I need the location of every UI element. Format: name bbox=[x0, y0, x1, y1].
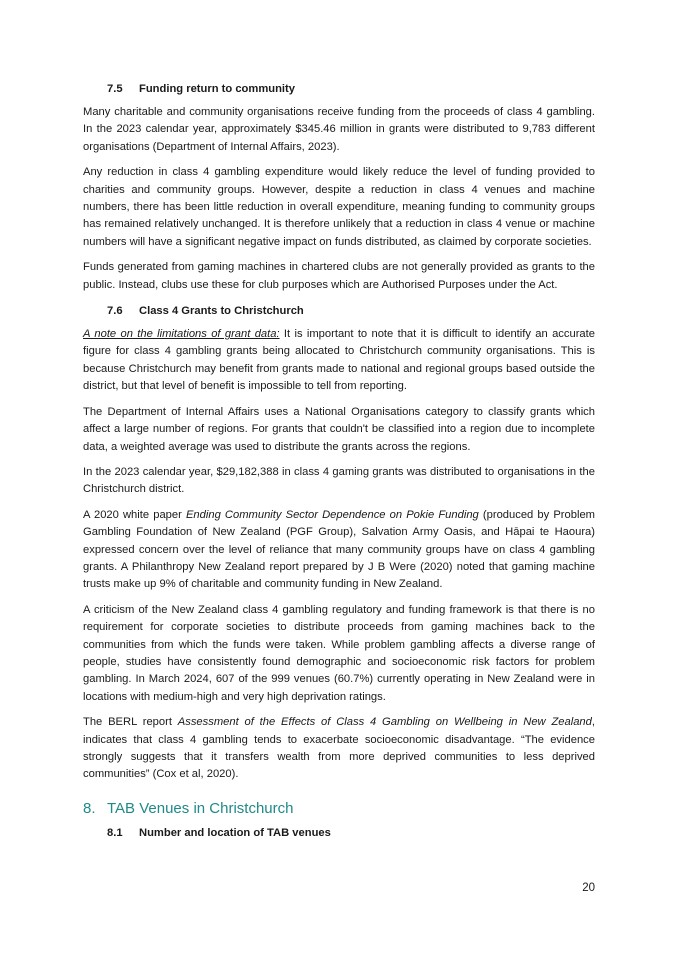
paragraph bbox=[83, 326, 595, 396]
section-title: Number and location of TAB venues bbox=[139, 826, 331, 839]
cited-title: Assessment of the Effects of Class 4 Gambling on Wellbeing in New Zealand bbox=[177, 716, 592, 729]
note-lead: A note on the limitations of grant data: bbox=[83, 328, 280, 341]
section-8-1-heading bbox=[83, 824, 595, 842]
section-title: Class 4 Grants to Christchurch bbox=[139, 305, 304, 318]
section-number: 7.5 bbox=[107, 83, 123, 95]
cited-title: Ending Community Sector Dependence on Pokie Funding bbox=[185, 508, 479, 521]
paragraph bbox=[83, 714, 595, 784]
paragraph: A criticism of the New Zealand class 4 gambling regulatory and funding framework is that there is no requirement for corporate societies to distribute proceeds from gaming machines back to the communities from which the funds were taken. While problem gambling affects a diverse range of people, studies have consistently found demographic and socioeconomic risk factors for problem gambling. In March 2024, 607 of the 999 venues (60.7%) currently operating in New Zealand were in locations with medium-high and very high deprivation ratings. bbox=[83, 603, 595, 703]
paragraph: Funds generated from gaming machines in chartered clubs are not generally provided as grants to the public. Instead, clubs use these for club purposes which are Authorised Purposes under the Act. bbox=[83, 261, 595, 291]
paragraph bbox=[83, 507, 595, 594]
section-number: 7.6 bbox=[107, 305, 123, 318]
section-title: Funding return to community bbox=[139, 83, 295, 95]
paragraph-text: , indicates that class 4 gambling tends to exacerbate socioeconomic disadvantage. “The evidence strongly suggests that it transfers wealth from more deprived communities to less deprived communities” (Cox et al, 2020). bbox=[83, 716, 595, 781]
paragraph: In the 2023 calendar year, $29,182,388 in class 4 gaming grants was distributed to organisations in the Christchurch district. bbox=[83, 465, 595, 496]
paragraph: The Department of Internal Affairs uses a National Organisations category to classify grants which affect a large number of regions. For grants that couldn't be classified into a region due to incomplete data, a weighted average was used to distribute the grants across the regions. bbox=[83, 405, 595, 453]
document-page bbox=[83, 80, 595, 848]
paragraph: Any reduction in class 4 gambling expenditure would likely reduce the level of funding provided to charities and community groups. However, despite a reduction in class 4 venues and machine numbers, there has been little reduction in overall expenditure, meaning funding to community groups has remained relatively unchanged. It is therefore unlikely that a reduction in class 4 venue or machine numbers will have a significant negative impact on funds distributed, as claimed by corporate societies. bbox=[83, 166, 595, 248]
paragraph: Many charitable and community organisations receive funding from the proceeds of class 4 gambling. In the 2023 calendar year, approximately $345.46 million in grants were distributed to 9,783 different organisations (Department of Internal Affairs, 2023). bbox=[83, 106, 595, 153]
section-7-5-heading bbox=[83, 80, 595, 98]
paragraph-text: (produced by Problem Gambling Foundation of New Zealand (PGF Group), Salvation Army Oasis, and Hāpai te Haoura) expressed concern over the level of reliance that many community groups have on class 4 gambling grants. A Philanthropy New Zealand report prepared by J B Were (2020) noted that gaming machine trusts make up 9% of charitable and community funding in New Zealand. bbox=[83, 508, 595, 591]
paragraph-text: The BERL report bbox=[83, 716, 178, 729]
section-number: 8.1 bbox=[107, 826, 123, 839]
page-number: 20 bbox=[582, 882, 595, 894]
section-title: TAB Venues in Christchurch bbox=[107, 799, 294, 817]
section-7-6-heading bbox=[83, 302, 595, 320]
paragraph-text: It is important to note that it is difficult to identify an accurate figure for class 4 gambling grants being allocated to Christchurch community organisations. This is because Christchurch may benefit from grants made to national and regional groups based outside the district, but that level of benefit is impossible to tell from reporting. bbox=[83, 328, 595, 393]
paragraph-text: A 2020 white paper bbox=[83, 508, 186, 521]
section-8-heading bbox=[83, 798, 595, 820]
section-number: 8. bbox=[83, 799, 96, 817]
